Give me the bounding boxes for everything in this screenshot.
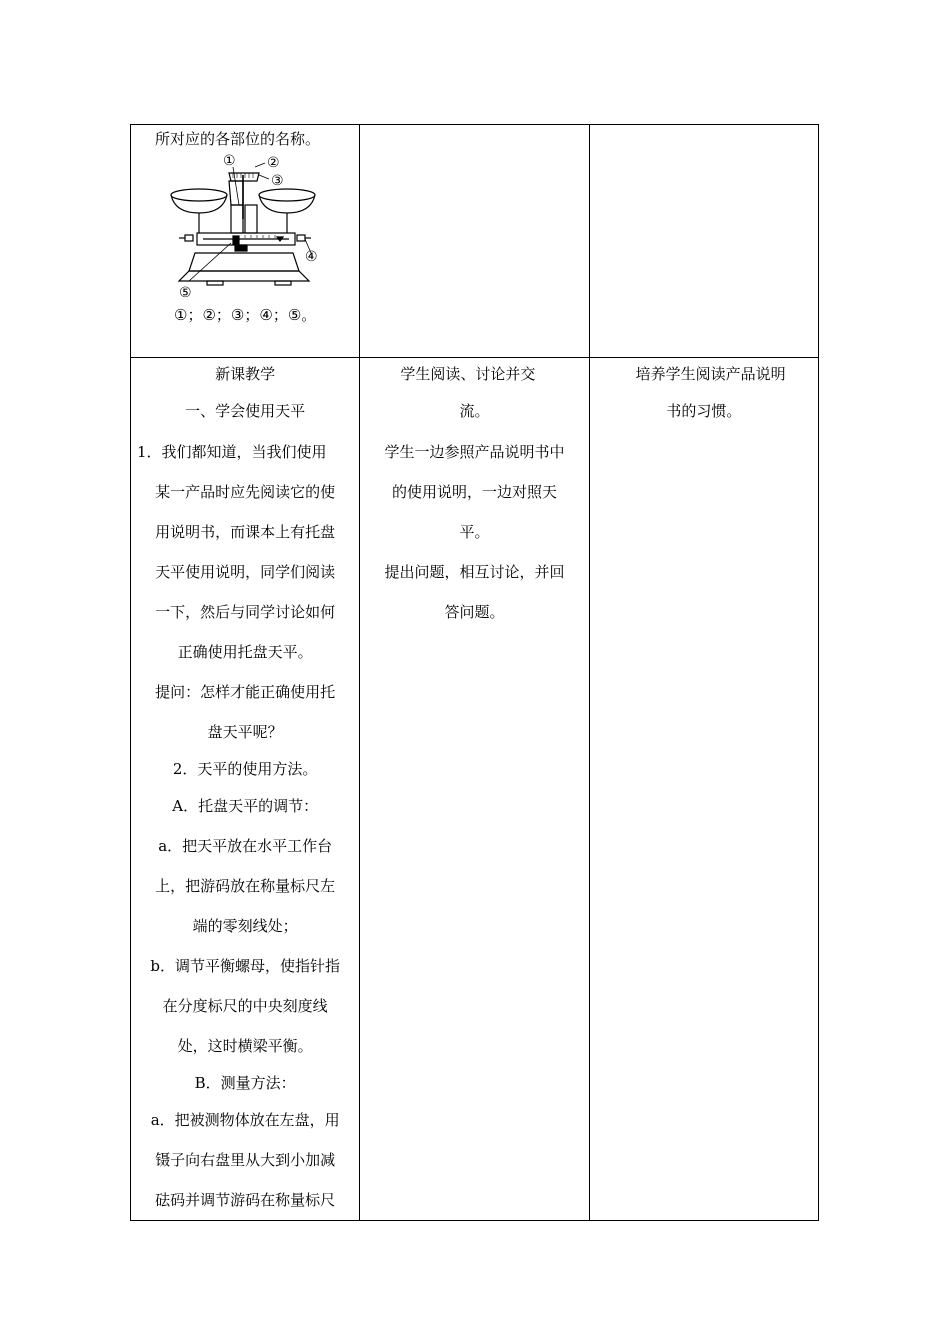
text-line: 学生一边参照产品说明书中 — [384, 443, 565, 461]
method-heading: 2．天平的使用方法。 — [172, 760, 318, 778]
text-line: 书的习惯。 — [666, 402, 742, 420]
method-subheading: B．测量方法： — [194, 1074, 296, 1092]
text-line: 端的零刻线处； — [192, 917, 298, 935]
text-line: 镊子向右盘里从大到小加减 — [155, 1151, 336, 1169]
text-line: 上，把游码放在称量标尺左 — [155, 877, 336, 895]
cell-student-activity — [360, 358, 589, 1221]
figure-label-4: ④ — [305, 249, 318, 265]
text-line: 流。 — [459, 402, 490, 420]
cell-teaching-content — [131, 358, 360, 1221]
intro-text: 所对应的各部位的名称。 — [155, 130, 321, 148]
text-line: 在分度标尺的中央刻度线 — [162, 997, 328, 1015]
text-line: a．把被测物体放在左盘，用 — [150, 1111, 340, 1129]
text-line: 培养学生阅读产品说明 — [635, 365, 786, 383]
text-line: 平。 — [459, 523, 490, 541]
question-line: 提问：怎样才能正确使用托 — [155, 683, 336, 701]
text-line: a．把天平放在水平工作台 — [158, 837, 333, 855]
cell-design-intent-top — [589, 125, 818, 358]
text-line: 处，这时横梁平衡。 — [177, 1037, 313, 1055]
answer-line: ①；②；③；④；⑤。 — [174, 306, 317, 324]
text-line: 提出问题，相互讨论，并回 — [384, 563, 565, 581]
cell-student-activity-top — [360, 125, 589, 358]
method-subheading: A．托盘天平的调节： — [172, 797, 319, 815]
figure-label-2: ② — [267, 155, 280, 171]
text-line: 砝码并调节游码在称量标尺 — [155, 1191, 336, 1209]
text-line: 天平使用说明，同学们阅读 — [155, 563, 336, 581]
text-line: 用说明书，而课本上有托盘 — [155, 523, 336, 541]
text-line: 1．我们都知道，当我们使用 — [137, 443, 327, 461]
section-title: 新课教学 — [215, 365, 276, 383]
text-line: 一下，然后与同学讨论如何 — [155, 603, 336, 621]
subsection-title: 一、学会使用天平 — [185, 402, 306, 420]
balance-figure — [159, 153, 329, 299]
table-row — [131, 125, 819, 358]
text-line: 正确使用托盘天平。 — [177, 643, 313, 661]
text-line: 答问题。 — [444, 603, 505, 621]
cell-teaching-content-top — [131, 125, 360, 358]
lesson-table — [130, 124, 819, 1221]
cell-design-intent — [589, 358, 818, 1221]
figure-label-5: ⑤ — [179, 285, 192, 299]
text-line: 学生阅读、讨论并交 — [400, 365, 536, 383]
table-row — [131, 358, 819, 1221]
text-line: 某一产品时应先阅读它的使 — [155, 483, 336, 501]
text-line: 的使用说明，一边对照天 — [391, 483, 557, 501]
text-line: b．调节平衡螺母，使指针指 — [150, 957, 340, 975]
figure-label-1: ① — [223, 153, 236, 169]
question-line: 盘天平呢？ — [207, 723, 283, 741]
figure-label-3: ③ — [271, 173, 284, 189]
